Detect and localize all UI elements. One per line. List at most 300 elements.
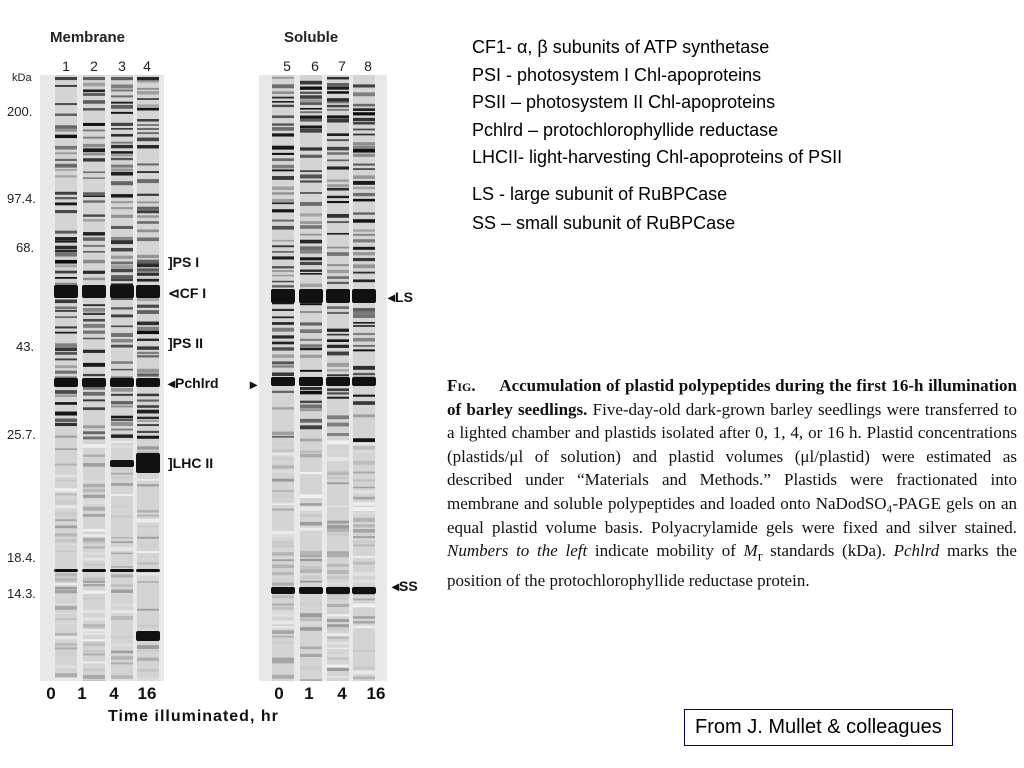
gel-band [137, 327, 159, 331]
gel-band [300, 547, 322, 551]
gel-band [55, 271, 77, 274]
gel-band [327, 576, 349, 579]
gel-band [327, 472, 349, 476]
gel-band [272, 123, 294, 125]
gel-band [55, 412, 77, 416]
gel-band [55, 77, 77, 80]
gel-band [272, 199, 294, 203]
gel-band [272, 226, 294, 230]
gel-band [353, 401, 375, 405]
gel-band [111, 651, 133, 654]
gel-band [137, 91, 159, 95]
gel-band [272, 449, 294, 452]
gel-band-strong [271, 289, 295, 303]
gel-band [137, 658, 159, 661]
gel-band [137, 179, 159, 183]
gel-band [353, 483, 375, 485]
gel-band [83, 319, 105, 322]
gel-band [272, 465, 294, 468]
gel-band [111, 89, 133, 91]
gel-band [272, 133, 294, 136]
lane-number: 2 [90, 58, 98, 74]
gel-band [327, 570, 349, 574]
gel-band [55, 505, 77, 508]
gel-band [272, 661, 294, 663]
band-label-psii: ]PS II [168, 335, 204, 351]
gel-band [137, 273, 159, 276]
band-label-ss: ◂SS [392, 578, 418, 594]
gel-band [55, 192, 77, 195]
gel-band [300, 221, 322, 224]
gel-band [353, 142, 375, 145]
gel-band [83, 350, 105, 353]
gel-band [137, 677, 159, 680]
gel-band [111, 226, 133, 229]
gel-band [83, 83, 105, 87]
gel-band-strong [326, 377, 350, 386]
gel-band [327, 529, 349, 532]
time-value: 16 [366, 684, 386, 703]
gel-band [300, 257, 322, 260]
gel-band [353, 603, 375, 607]
gel-band [272, 636, 294, 638]
gel-band [137, 201, 159, 203]
gel-band [327, 166, 349, 169]
gel-band [137, 519, 159, 523]
gel-band [327, 101, 349, 103]
gel-band [111, 553, 133, 555]
gel-band [300, 622, 322, 625]
caption-body-4: marks the position of the protochlorophyllide reductase protein. [447, 541, 1017, 591]
gel-band [111, 505, 133, 508]
gel-band [327, 564, 349, 567]
legend-item-pchlrd: Pchlrd – protochlorophyllide reductase [472, 119, 779, 140]
gel-band [300, 370, 322, 372]
gel-band-strong [82, 378, 106, 387]
gel-band [272, 266, 294, 268]
gel-band-strong [352, 377, 376, 386]
gel-band [300, 494, 322, 498]
gel-band [137, 369, 159, 373]
gel-band [327, 152, 349, 154]
gel-band [111, 145, 133, 148]
gel-band [83, 363, 105, 367]
band-label-pchlrd: ◂Pchlrd [168, 375, 219, 391]
gel-band [327, 119, 349, 123]
gel-band [300, 99, 322, 102]
gel-band [111, 394, 133, 396]
gel-band [111, 84, 133, 88]
gel-band [137, 410, 159, 414]
gel-band [300, 119, 322, 122]
gel-band [300, 404, 322, 408]
gel-band [83, 374, 105, 376]
gel-band [272, 443, 294, 445]
gel-band [55, 175, 77, 177]
gel-band [353, 556, 375, 558]
gel-band [272, 354, 294, 357]
kda-label: kDa [12, 72, 32, 84]
gel-band [83, 123, 105, 126]
gel-band [327, 147, 349, 151]
gel-band [353, 239, 375, 242]
gel-band [272, 658, 294, 662]
gel-band [353, 497, 375, 500]
gel-band [55, 371, 77, 374]
gel-band [300, 654, 322, 657]
gel-band [300, 555, 322, 557]
gel-band-strong [110, 569, 134, 572]
gel-band [83, 130, 105, 132]
gel-band [327, 282, 349, 284]
gel-band [83, 455, 105, 457]
gel-band [300, 270, 322, 272]
gel-band [327, 392, 349, 394]
gel-band [353, 446, 375, 450]
gel-band [137, 215, 159, 218]
gel-band [327, 633, 349, 636]
gel-band [353, 472, 375, 474]
gel-band [83, 192, 105, 195]
gel-band [111, 112, 133, 114]
gel-band [55, 277, 77, 279]
gel-band [55, 202, 77, 205]
gel-band [300, 528, 322, 531]
membrane-gel-image [40, 75, 164, 681]
gel-band [55, 533, 77, 536]
gel-band [272, 471, 294, 473]
band-label-text: SS [399, 578, 418, 594]
gel-band [55, 402, 77, 405]
gel-band [327, 196, 349, 198]
gel-band [83, 653, 105, 655]
gel-band [327, 306, 349, 309]
gel-band [111, 345, 133, 348]
gel-band [83, 558, 105, 561]
gel-band [83, 534, 105, 536]
gel-band [55, 164, 77, 168]
gel-band [327, 115, 349, 118]
gel-band [111, 416, 133, 418]
gel-band-strong [352, 289, 376, 303]
gel-band [55, 543, 77, 545]
gel-band [55, 390, 77, 394]
gel-band [55, 551, 77, 553]
gel-band [111, 151, 133, 153]
gel-band [83, 507, 105, 511]
gel-band [300, 454, 322, 457]
gel-band [300, 126, 322, 129]
gel-band [353, 333, 375, 335]
gel-band [55, 352, 77, 355]
gel-band [353, 466, 375, 468]
gel-band [353, 461, 375, 465]
gel-band [83, 245, 105, 247]
gel-band [272, 169, 294, 171]
gel-band [272, 654, 294, 656]
gel-band [111, 401, 133, 404]
gel-band [137, 399, 159, 401]
gel-band [353, 373, 375, 375]
gel-band [111, 656, 133, 659]
gel-band [353, 512, 375, 514]
gel-band [327, 415, 349, 419]
gel-band [137, 484, 159, 487]
gel-band [137, 431, 159, 433]
gel-band [111, 269, 133, 272]
gel-band [353, 252, 375, 255]
gel-band [111, 275, 133, 278]
gel-band [353, 234, 375, 236]
gel-band [83, 171, 105, 173]
gel-band [300, 647, 322, 650]
gel-band [327, 352, 349, 356]
gel-band [55, 590, 77, 593]
gel-band [353, 670, 375, 674]
gel-band [137, 138, 159, 142]
gel-band-strong [136, 453, 160, 473]
gel-band [83, 633, 105, 635]
gel-band [137, 238, 159, 242]
gel-band [327, 133, 349, 136]
gel-band [137, 221, 159, 224]
gel-band [300, 250, 322, 254]
gel-band [300, 391, 322, 395]
gel-band [137, 164, 159, 166]
gel-band [300, 569, 322, 573]
gel-band [137, 260, 159, 264]
gel-band [272, 101, 294, 103]
band-label-lhcii: ]LHC II [168, 455, 214, 471]
gel-band [137, 645, 159, 649]
gel-band [83, 324, 105, 328]
time-value: 0 [46, 684, 56, 703]
soluble-gel-image [259, 75, 387, 681]
gel-band [327, 648, 349, 650]
gel-band [111, 405, 133, 407]
gel-band [300, 503, 322, 505]
gel-band [272, 209, 294, 212]
gel-band [300, 202, 322, 206]
gel-band [137, 544, 159, 547]
gel-band [272, 458, 294, 460]
gel-band [137, 104, 159, 106]
gel-band [55, 587, 77, 590]
time-value: 4 [337, 684, 347, 703]
gel-band [111, 541, 133, 543]
gel-band [83, 578, 105, 581]
gel-band [300, 234, 322, 236]
gel-band [300, 192, 322, 194]
lane-number: 7 [338, 58, 346, 74]
gel-band [83, 495, 105, 498]
gel-band [353, 181, 375, 185]
gel-band [55, 633, 77, 636]
caption-italic-2: M [743, 541, 758, 561]
gel-band [83, 489, 105, 492]
legend-block [472, 34, 842, 238]
gel-band [111, 134, 133, 137]
gel-band [327, 654, 349, 657]
gel-band [272, 105, 294, 107]
gel-band [83, 598, 105, 600]
gel-band [111, 483, 133, 486]
gel-band-strong [299, 587, 323, 594]
gel-band [83, 200, 105, 202]
gel-band [272, 582, 294, 585]
gel-band [272, 432, 294, 436]
gel-band [327, 388, 349, 391]
gel-band [327, 555, 349, 558]
gel-band [272, 146, 294, 150]
gel-band [272, 515, 294, 517]
gel-band [111, 476, 133, 478]
gel-band [327, 440, 349, 444]
gel-band [353, 112, 375, 115]
gel-band [111, 333, 133, 337]
gel-band [272, 615, 294, 617]
gel-band [353, 311, 375, 315]
gel-band [111, 172, 133, 176]
gel-band [55, 643, 77, 646]
gel-band-strong [54, 569, 78, 572]
gel-band [83, 669, 105, 672]
gel-band [300, 147, 322, 150]
gel-band [353, 562, 375, 565]
soluble-heading: Soluble [284, 29, 339, 46]
figure-caption [447, 374, 1017, 593]
gel-band [300, 102, 322, 104]
gel-band [353, 164, 375, 166]
gel-band [111, 574, 133, 577]
gel-band [300, 129, 322, 133]
gel-band [111, 644, 133, 647]
gel-band [83, 108, 105, 111]
gel-band [83, 431, 105, 434]
gel-band [353, 366, 375, 370]
gel-band [353, 84, 375, 87]
gel-band [137, 373, 159, 376]
gel-band [353, 187, 375, 190]
gel-band [353, 315, 375, 318]
gel-band [353, 229, 375, 231]
gel-band [55, 152, 77, 154]
gel-band [83, 425, 105, 428]
gel-band [327, 83, 349, 87]
gel-band [137, 132, 159, 134]
gel-band [300, 344, 322, 346]
gel-band [272, 322, 294, 325]
gel-band [55, 623, 77, 625]
gel-band [300, 92, 322, 94]
gel-band [300, 472, 322, 474]
gel-band [111, 142, 133, 144]
gel-band [353, 524, 375, 527]
gel-band [83, 514, 105, 517]
gel-band [111, 77, 133, 80]
gel-band [111, 445, 133, 448]
gel-band [300, 95, 322, 98]
gel-band [55, 260, 77, 264]
gel-band [111, 265, 133, 269]
gel-band [327, 77, 349, 79]
mw-marker: 25.7. [7, 427, 36, 442]
gel-band [300, 551, 322, 555]
gel-band [111, 494, 133, 496]
gel-band [300, 566, 322, 569]
gel-band [111, 256, 133, 259]
gel-band [55, 526, 77, 529]
gel-band [272, 626, 294, 628]
gel-band [55, 135, 77, 138]
gel-band-strong [54, 285, 78, 298]
legend-item-psi: PSI - photosystem I Chl-apoproteins [472, 64, 762, 85]
gel-band [111, 594, 133, 597]
gel-band [83, 484, 105, 487]
gel-band [111, 181, 133, 185]
gel-band [327, 221, 349, 223]
gel-band [137, 510, 159, 512]
gel-band [327, 109, 349, 111]
lane-number: 8 [364, 58, 372, 74]
gel-band [137, 491, 159, 493]
gel-band [300, 81, 322, 85]
gel-band [353, 536, 375, 538]
gel-band [327, 264, 349, 266]
gel-band [55, 264, 77, 267]
gel-band [83, 304, 105, 306]
gel-band [300, 419, 322, 423]
gel-band [83, 308, 105, 312]
gel-band [83, 214, 105, 216]
gel-band [300, 225, 322, 229]
gel-band [137, 581, 159, 583]
gel-band [83, 331, 105, 334]
gel-band [137, 650, 159, 652]
gel-band [137, 279, 159, 282]
gel-band [55, 114, 77, 116]
gel-band [55, 418, 77, 422]
gel-band [272, 552, 294, 555]
gel-band [353, 529, 375, 533]
gel-band [353, 544, 375, 546]
gel-band [111, 248, 133, 252]
gel-band [83, 195, 105, 197]
gel-band [327, 87, 349, 90]
gel-band [137, 339, 159, 341]
gel-band [111, 419, 133, 421]
gel-band [83, 618, 105, 621]
gel-band [353, 626, 375, 629]
gel-band [137, 230, 159, 233]
gel-band [300, 322, 322, 325]
gel-band [272, 165, 294, 169]
gel-band [83, 661, 105, 663]
gel-band [300, 562, 322, 566]
credit-box: From J. Mullet & colleagues [684, 709, 953, 746]
gel-band [111, 128, 133, 130]
gel-band [137, 207, 159, 210]
gel-band [327, 551, 349, 554]
gel-band [272, 275, 294, 277]
gel-band [137, 394, 159, 397]
time-value: 1 [77, 684, 87, 703]
gel-band [111, 262, 133, 265]
gel-band [272, 115, 294, 118]
band-label-text: LHC II [172, 455, 214, 471]
band-label-psi: ]PS I [168, 254, 200, 270]
gel-band [111, 675, 133, 679]
